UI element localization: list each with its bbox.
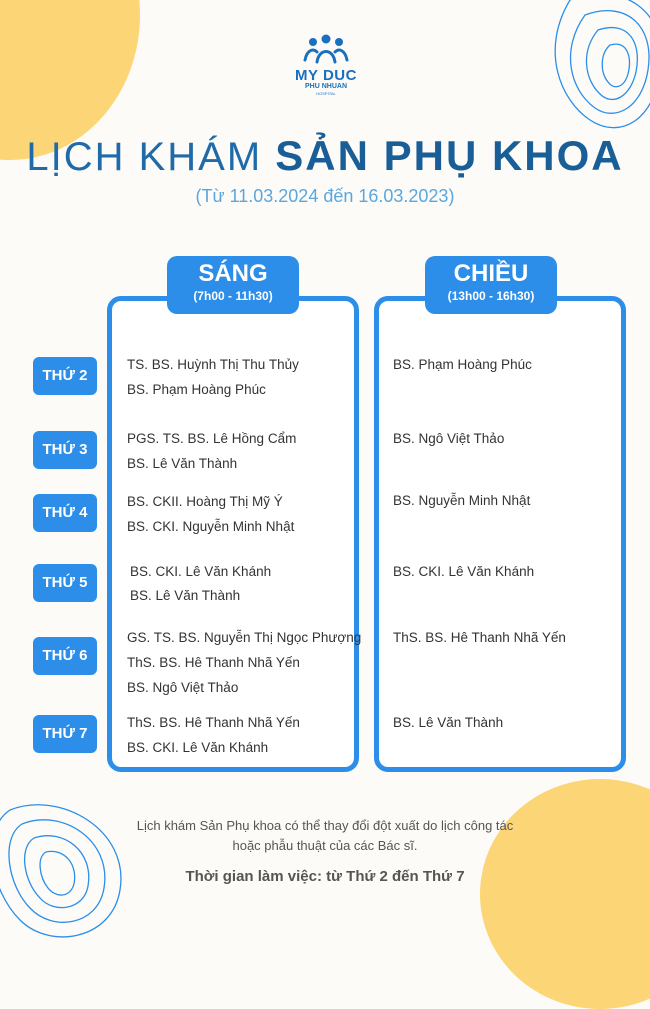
title-bold: SẢN PHỤ KHOA (275, 132, 624, 179)
logo-people-icon (301, 34, 351, 64)
doctor-name: BS. Nguyễn Minh Nhật (393, 493, 531, 508)
logo-subtitle: PHU NHUAN (305, 83, 347, 90)
doctor-name: BS. CKI. Lê Văn Khánh (393, 564, 535, 579)
doctor-name: BS. Lê Văn Thành (130, 588, 241, 603)
day-label-thu-4: THỨ 4 (33, 494, 97, 532)
morning-header (167, 256, 299, 314)
logo-tagline: HOSPITAL (316, 91, 336, 96)
note-line: Lịch khám Sản Phụ khoa có thể thay đổi đột xuất do lịch công tác (136, 818, 514, 833)
afternoon-hours: (13h00 - 16h30) (447, 289, 535, 303)
afternoon-header (425, 256, 557, 314)
doctor-name: BS. Lê Văn Thành (127, 456, 238, 471)
logo-name: MY DUC (295, 67, 357, 84)
doctor-name: BS. CKI. Lê Văn Khánh (130, 564, 272, 579)
doctor-name: BS. Lê Văn Thành (393, 715, 504, 730)
title-light: LỊCH KHÁM (26, 135, 263, 179)
working-hours: Thời gian làm việc: từ Thứ 2 đến Thứ 7 (185, 868, 465, 885)
hospital-logo (290, 34, 362, 96)
morning-hours: (7h00 - 11h30) (193, 289, 273, 303)
doctor-name: ThS. BS. Hê Thanh Nhã Yến (127, 655, 300, 670)
page-title (0, 132, 650, 180)
doctor-name: ThS. BS. Hê Thanh Nhã Yến (393, 630, 566, 645)
day-label-thu-5: THỨ 5 (33, 564, 97, 602)
doctor-name: BS. CKI. Lê Văn Khánh (127, 740, 269, 755)
doctor-name: BS. Ngô Việt Thảo (127, 680, 239, 695)
day-label-thu-7: THỨ 7 (33, 715, 97, 753)
morning-label: SÁNG (198, 260, 268, 287)
day-label-thu-2: THỨ 2 (33, 357, 97, 395)
doctor-name: GS. TS. BS. Nguyễn Thị Ngọc Phượng (127, 630, 362, 645)
doctor-name: ThS. BS. Hê Thanh Nhã Yến (127, 715, 300, 730)
doctor-name: BS. Phạm Hoàng Phúc (393, 357, 532, 372)
afternoon-label: CHIỀU (453, 260, 529, 287)
doctor-name: BS. CKII. Hoàng Thị Mỹ Ý (127, 494, 283, 509)
note-line: hoặc phẫu thuật của các Bác sĩ. (232, 838, 418, 853)
doctor-name: TS. BS. Huỳnh Thị Thu Thủy (127, 357, 299, 372)
doctor-name: BS. CKI. Nguyễn Minh Nhật (127, 519, 295, 534)
topographic-lines-top-right (530, 0, 650, 140)
doctor-name: PGS. TS. BS. Lê Hồng Cẩm (127, 431, 297, 446)
doctor-name: BS. Ngô Việt Thảo (393, 431, 505, 446)
doctor-name: BS. Phạm Hoàng Phúc (127, 382, 266, 397)
day-label-thu-6: THỨ 6 (33, 637, 97, 675)
topographic-lines-bottom-left (0, 790, 140, 940)
schedule-note (0, 816, 650, 856)
day-label-thu-3: THỨ 3 (33, 431, 97, 469)
decorative-blob-bottom-right (480, 779, 650, 1009)
date-range: (Từ 11.03.2024 đến 16.03.2023) (195, 186, 455, 206)
